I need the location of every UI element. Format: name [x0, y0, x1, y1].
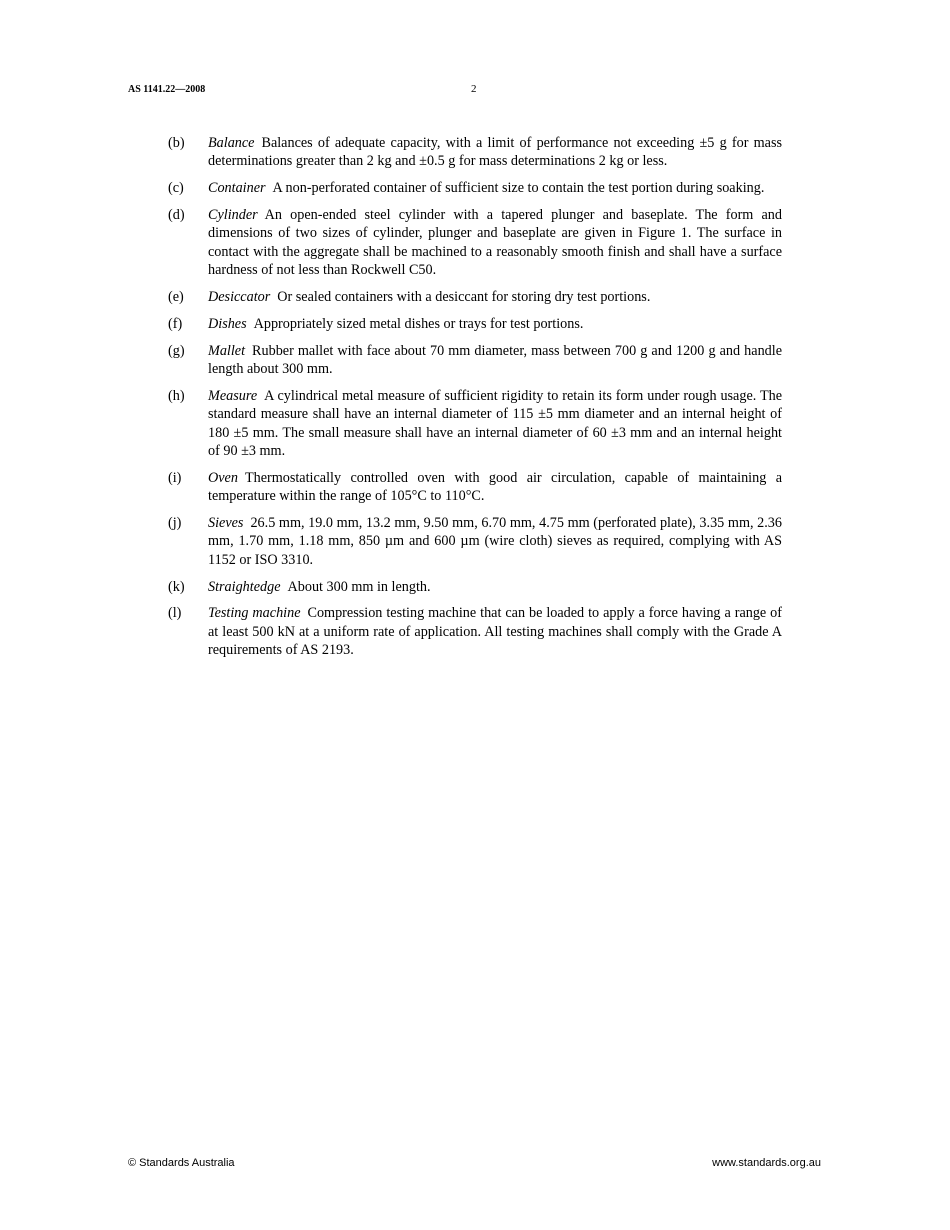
list-item-cylinder	[168, 206, 782, 280]
item-text: About 300 mm in length.	[287, 578, 431, 595]
footer-copyright: © Standards Australia	[128, 1157, 235, 1169]
item-label: (d)	[168, 207, 185, 223]
item-text: Or sealed containers with a desiccant for storing dry test portions.	[277, 289, 651, 306]
item-term: Oven	[208, 469, 238, 486]
item-text: 26.5 mm, 19.0 mm, 13.2 mm, 9.50 mm, 6.70 mm, 4.75 mm (perforated plate), 3.35 mm, 2.36 mm, 1.70 mm, 1.18 mm, 850 µm and 600 µm (wire cloth) sieves as required, complying with AS 1152 or ISO 3310.	[208, 515, 782, 568]
item-text: Appropriately sized metal dishes or trays for test portions.	[253, 315, 584, 332]
list-item-sieves	[168, 514, 782, 569]
list-item-desiccator	[168, 288, 782, 306]
item-term: Dishes	[208, 315, 247, 332]
item-text: An open-ended steel cylinder with a tapered plunger and baseplate. The form and dimensions of two sizes of cylinder, plunger and baseplate are given in Figure 1. The surface in contact with the aggregate shall be machined to a reasonably smooth finish and shall have a surface hardness of not less than Rockwell C50.	[208, 207, 782, 279]
item-term: Testing machine	[208, 605, 301, 622]
list-item-straightedge	[168, 578, 782, 596]
item-text: A non-perforated container of sufficient size to contain the test portion during soaking.	[272, 180, 765, 197]
list-item-oven	[168, 469, 782, 506]
apparatus-list	[168, 134, 782, 668]
item-text: Balances of adequate capacity, with a limit of performance not exceeding ±5 g for mass determinations greater than 2 kg and ±0.5 g for mass determinations 2 kg or less.	[208, 135, 782, 170]
item-term: Sieves	[208, 515, 244, 532]
list-item-mallet	[168, 342, 782, 379]
item-label: (l)	[168, 605, 182, 622]
list-item-measure	[168, 387, 782, 461]
item-term: Cylinder	[208, 207, 258, 223]
list-item-container	[168, 179, 782, 197]
item-text: Compression testing machine that can be loaded to apply a force having a range of at least 500 kN at a uniform rate of application. All testing machines shall comply with the Grade A requirements of AS 2193.	[208, 605, 782, 659]
item-label: (c)	[168, 180, 184, 197]
item-label: (h)	[168, 387, 185, 404]
item-term: Container	[208, 180, 266, 197]
item-term: Straightedge	[208, 578, 281, 595]
list-item-testing-machine	[168, 604, 782, 659]
item-text: Rubber mallet with face about 70 mm diameter, mass between 700 g and 1200 g and handle length about 300 mm.	[208, 342, 782, 378]
document-standard-id: AS 1141.22—2008	[128, 84, 206, 95]
item-text: A cylindrical metal measure of sufficient rigidity to retain its form under rough usage. The standard measure shall have an internal diameter of 115 ±5 mm diameter and an internal height of 180 ±5 mm. The small measure shall have an internal diameter of 60 ±3 mm and an internal height of 90 ±3 mm.	[208, 387, 782, 460]
item-term: Measure	[208, 387, 258, 404]
item-label: (e)	[168, 289, 184, 306]
item-term: Balance	[208, 135, 255, 151]
item-label: (j)	[168, 515, 182, 532]
item-label: (i)	[168, 469, 182, 486]
item-label: (f)	[168, 315, 183, 332]
item-label: (b)	[168, 135, 185, 151]
footer-website-link[interactable]: www.standards.org.au	[712, 1157, 821, 1169]
page-number: 2	[471, 83, 477, 95]
item-text: Thermostatically controlled oven with good air circulation, capable of maintaining a temperature within the range of 105°C to 110°C.	[208, 469, 782, 505]
item-term: Desiccator	[208, 289, 271, 306]
item-label: (g)	[168, 342, 185, 359]
list-item-balance	[168, 134, 782, 171]
list-item-dishes	[168, 315, 782, 333]
item-term: Mallet	[208, 342, 246, 359]
item-label: (k)	[168, 578, 185, 595]
